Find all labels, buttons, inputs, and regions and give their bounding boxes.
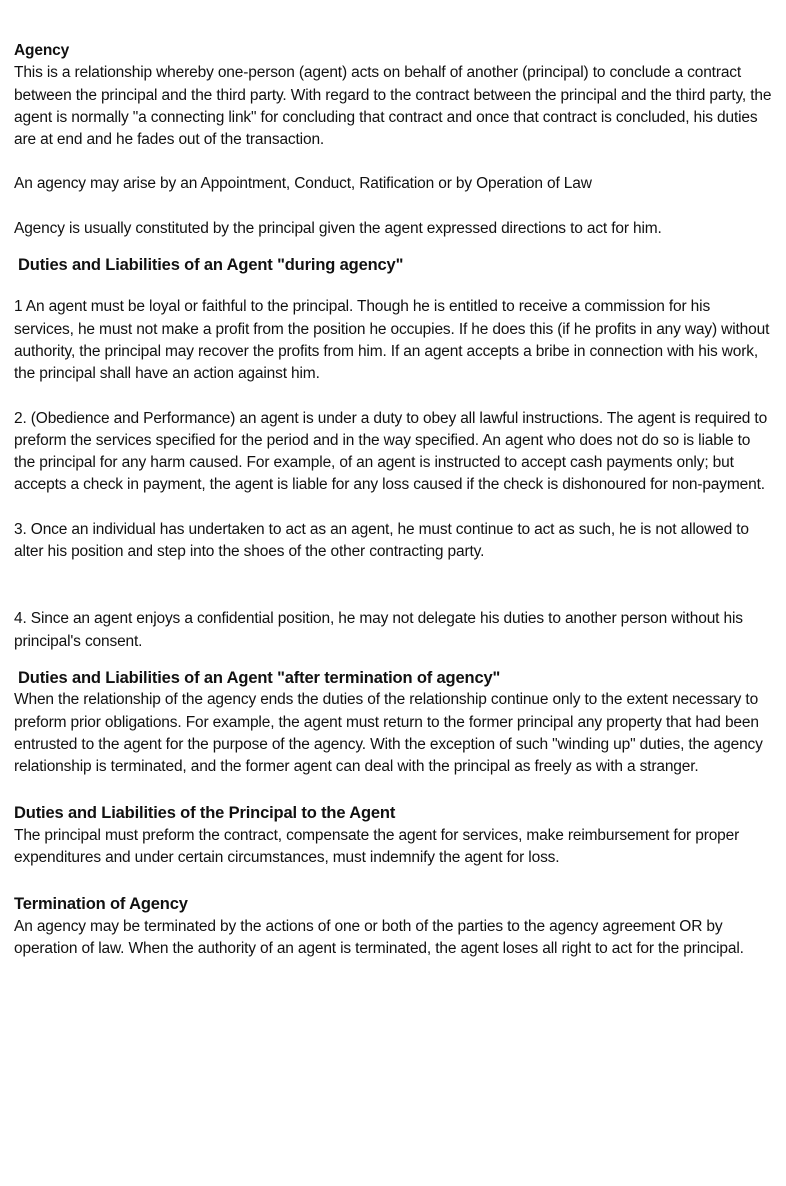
paragraph-after-termination: When the relationship of the agency ends the duties of the relationship continue only to the extent necessary to preform prior obligations. For example, the agent must return to the former principal any property that had been entrusted to the agent for the purpose of the agency. With the exception of such "winding up" duties, the agency relationship is terminated, and the former agent can deal with the principal as freely as with a stranger. [14,691,763,776]
paragraph-duties-of-principal: The principal must preform the contract, compensate the agent for services, make reimbursement for proper expenditures and under certain circumstances, must indemnify the agent for loss. [14,826,740,867]
heading-duties-after-termination: Duties and Liabilities of an Agent "after termination of agency" [18,668,501,687]
heading-duties-of-principal: Duties and Liabilities of the Principal to the Agent [14,804,396,823]
heading-termination-of-agency: Termination of Agency [14,895,188,914]
paragraph-agency-arise: An agency may arise by an Appointment, Conduct, Ratification or by Operation of Law [14,175,592,193]
list-item-duty-4: 4. Since an agent enjoys a confidential position, he may not delegate his duties to another person without his principal's consent. [14,610,743,650]
paragraph-termination-of-agency: An agency may be terminated by the actions of one or both of the parties to the agency agreement OR by operation of law. When the authority of an agent is terminated, the agent loses all right to act for the principal. [14,917,744,957]
list-item-duty-1: 1 An agent must be loyal or faithful to the principal. Though he is entitled to receive a commission for his services, he must not make a profit from the position he occupies. If he does this (if he profits in any way) without authority, the principal may recover the profits from him. If an agent accepts a bribe in connection with his work, the principal shall have an action against him. [14,298,770,383]
heading-duties-during-agency: Duties and Liabilities of an Agent "during agency" [18,256,404,275]
list-item-duty-3: 3. Once an individual has undertaken to act as an agent, he must continue to act as such, he is not allowed to alter his position and step into the shoes of the other contracting party. [14,520,749,561]
paragraph-agency-constituted: Agency is usually constituted by the principal given the agent expressed directions to act for him. [14,219,662,237]
paragraph-agency-definition: This is a relationship whereby one-person (agent) acts on behalf of another (principal) to conclude a contract between the principal and the third party. With regard to the contract between the principal and the third party, the agent is normally "a connecting link" for concluding that contract and once that contract is concluded, his duties are at end and he fades out of the transaction. [14,64,772,149]
document-page [14,40,772,960]
heading-agency: Agency [14,42,70,59]
list-item-duty-2: 2. (Obedience and Performance) an agent is under a duty to obey all lawful instructions. The agent is required to preform the services specified for the period and in the way specified. An agent who does not do so is liable to the principal for any harm caused. For example, of an agent is instructed to accept cash payments only; but accepts a check in payment, the agent is liable for any loss caused if the check is dishonoured for non-payment. [14,409,768,494]
